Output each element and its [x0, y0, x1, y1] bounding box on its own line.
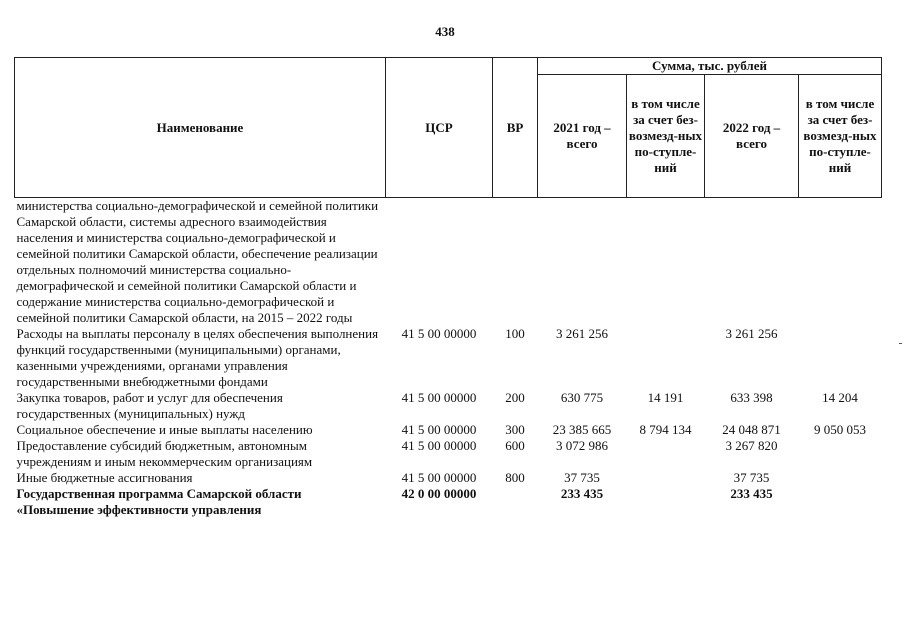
row-2021-total: 3 072 986 [556, 438, 608, 453]
row-csr: 41 5 00 00000 [401, 422, 477, 437]
row-2022-total: 24 048 871 [722, 422, 781, 437]
row-csr: 41 5 00 00000 [401, 470, 477, 485]
row-2021-free [627, 486, 705, 518]
row-2022-free: 9 050 053 [814, 422, 866, 437]
table-row [15, 438, 882, 470]
table-header [15, 58, 882, 198]
row-2021-total: 630 775 [560, 390, 604, 405]
margin-tick [899, 343, 902, 344]
row-2022-total [705, 198, 799, 327]
header-name: Наименование [15, 58, 386, 198]
table-body [15, 198, 882, 519]
header-2021-total: 2021 год – всего [538, 75, 627, 198]
row-name: Государственная программа Самарской области «Повышение эффективности управления [16, 486, 302, 517]
row-vr [493, 198, 538, 327]
row-2022-total: 3 267 820 [725, 438, 778, 453]
row-2022-free [799, 326, 882, 390]
table-row [15, 422, 882, 438]
row-csr: 41 5 00 00000 [401, 390, 477, 405]
row-csr: 41 5 00 00000 [401, 326, 477, 341]
header-2022-total: 2022 год – всего [705, 75, 799, 198]
table-row [15, 470, 882, 486]
row-name: Иные бюджетные ассигнования [16, 470, 193, 485]
row-2021-free: 14 191 [647, 390, 684, 405]
row-2022-free [799, 198, 882, 327]
row-name: Расходы на выплаты персоналу в целях обеспечения выполнения функций государственными (муниципальными) органами, казенными учреждениями, органами управления государственными внебюджетными фондами [16, 326, 379, 389]
header-sum-group: Сумма, тыс. рублей [538, 58, 882, 75]
row-csr: 41 5 00 00000 [401, 438, 477, 453]
row-2022-free [799, 438, 882, 470]
row-csr [386, 198, 493, 327]
row-2022-total: 233 435 [730, 486, 773, 501]
row-vr [493, 486, 538, 518]
row-2021-free [627, 326, 705, 390]
row-vr: 300 [505, 422, 525, 437]
row-2022-free [799, 470, 882, 486]
row-name: министерства социально-демографической и семейной политики Самарской области, системы адресного взаимодействия населения и министерства социально-демографической и семейной политики Самарской области, обеспечение реализации отдельных полномочий министерства социально-демографической и семейной политики Самарской области и содержание министерства социально-демографической и семейной политики Самарской области, на 2015 – 2022 годы [16, 198, 379, 325]
row-vr: 600 [505, 438, 525, 453]
row-2021-total [538, 198, 627, 327]
row-name: Предоставление субсидий бюджетным, автономным учреждениям и иным некоммерческим организациям [16, 438, 313, 469]
table-row [15, 390, 882, 422]
row-2021-total: 233 435 [560, 486, 604, 501]
row-2021-free: 8 794 134 [639, 422, 692, 437]
row-2022-total: 3 261 256 [725, 326, 778, 341]
row-name: Закупка товаров, работ и услуг для обеспечения государственных (муниципальных) нужд [16, 390, 283, 421]
header-csr: ЦСР [386, 58, 493, 198]
row-2022-total: 37 735 [733, 470, 770, 485]
row-2021-total: 3 261 256 [556, 326, 608, 341]
row-2021-free [627, 198, 705, 327]
page-number: 438 [435, 24, 455, 39]
table-row [15, 198, 882, 327]
table-row-program [15, 486, 882, 518]
header-2021-free: в том числе за счет без-возмезд-ных по-ступле-ний [627, 75, 705, 198]
row-2022-free: 14 204 [822, 390, 858, 405]
header-vr: ВР [493, 58, 538, 198]
row-vr: 100 [505, 326, 525, 341]
row-csr: 42 0 00 00000 [401, 486, 477, 501]
row-2021-total: 23 385 665 [552, 422, 612, 437]
budget-table [14, 57, 882, 518]
row-vr: 800 [505, 470, 525, 485]
row-name: Социальное обеспечение и иные выплаты населению [16, 422, 313, 437]
row-2022-total: 633 398 [730, 390, 773, 405]
row-2021-free [627, 470, 705, 486]
row-2021-free [627, 438, 705, 470]
row-2022-free [799, 486, 882, 518]
header-2022-free: в том числе за счет без-возмезд-ных по-ступле-ний [799, 75, 882, 198]
row-vr: 200 [505, 390, 525, 405]
budget-table-container [14, 57, 881, 518]
table-row [15, 326, 882, 390]
row-2021-total: 37 735 [564, 470, 600, 485]
